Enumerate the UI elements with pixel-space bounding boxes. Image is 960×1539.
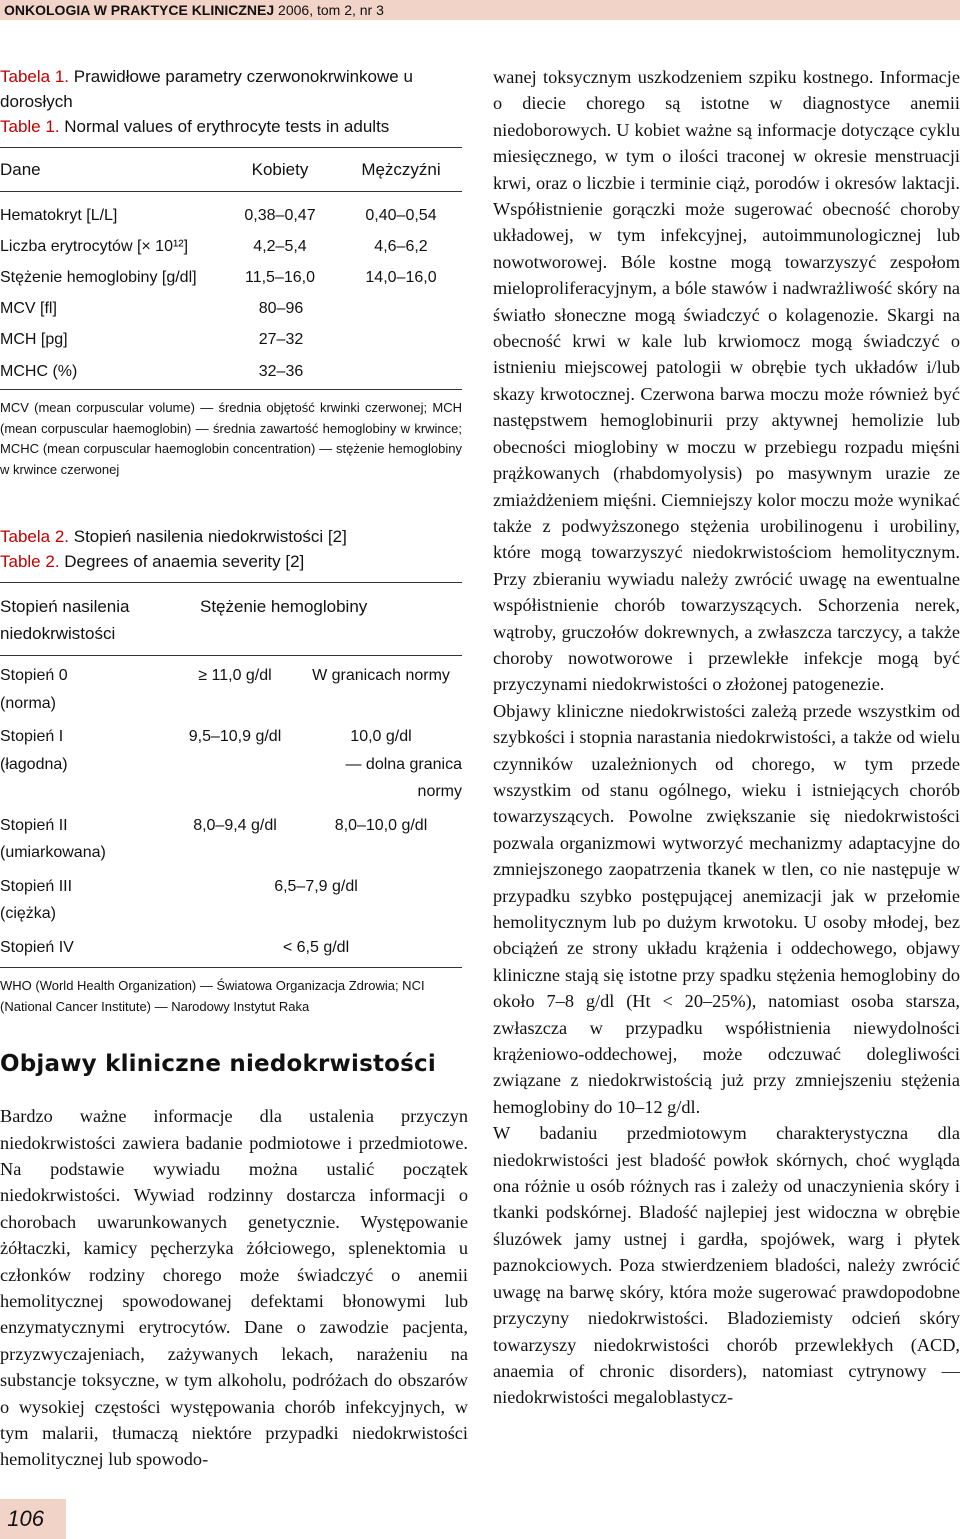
table1-label-en: Table 1. xyxy=(0,117,65,136)
table-cell: MCH [pg] xyxy=(0,331,68,349)
table-cell xyxy=(0,723,170,806)
table1-title-en: Normal values of erythrocyte tests in adults xyxy=(64,117,390,136)
table-row xyxy=(0,231,462,262)
table1-title-pl: Prawidłowe parametry czerwonokrwinkowe u dorosłych xyxy=(0,67,413,111)
table2-header-cell: Stężenie hemoglobiny xyxy=(200,597,368,617)
table1-header-row xyxy=(0,148,462,192)
table2-caption-pl xyxy=(0,524,468,549)
table2-footnote: WHO (World Health Organization) — Światowa Organizacja Zdrowia; NCI (National Cancer Institute) — Narodowy Instytut Raka xyxy=(0,978,425,1014)
table1-header-cell: Kobiety xyxy=(251,159,309,179)
table2-header-row xyxy=(0,583,462,656)
body-paragraph: W badaniu przedmiotowym charakterystyczna dla niedokrwistości jest bladość powłok skórnych, choć wygląda ona różnie u osób różnych ras i zależy od unaczynienia skóry i tkanki podskórnej. Bladość najlepiej jest widoczna w obrębie śluzówek jamy ustnej i gardła, spojówek, warg i płytek paznokciowych. Poza stwierdzeniem bladości, należy zwrócić uwagę na barwę skóry, która może sugerować prawdopodobne przyczyny niedokrwistości. Bladoziemisty odcień skóry towarzyszy niedokrwistości chorób przewlekłych (ACD, anaemia of chronic disorders), natomiast cytrynowy — niedokrwistości megaloblastycz- xyxy=(493,1123,960,1408)
table1 xyxy=(0,148,462,387)
table-cell xyxy=(0,812,170,867)
grade-label: Stopień 0 xyxy=(0,667,68,685)
table-cell: < 6,5 g/dl xyxy=(282,938,350,956)
table-cell: 9,5–10,9 g/dl xyxy=(188,728,282,746)
table-cell: Hematokryt [L/L] xyxy=(0,206,118,224)
table1-caption-en xyxy=(0,114,468,147)
table1-label-pl: Tabela 1. xyxy=(0,67,74,86)
left-column xyxy=(0,64,468,1473)
nci-value: 10,0 g/dl xyxy=(350,728,412,746)
table-row xyxy=(0,325,462,356)
table-cell: MCHC (%) xyxy=(0,362,78,380)
table2-label-pl: Tabela 2. xyxy=(0,527,74,547)
table1-caption-pl xyxy=(0,64,468,114)
journal-issue: 2006, tom 2, nr 3 xyxy=(274,2,384,18)
grade-label: Stopień III xyxy=(0,877,73,895)
table-cell xyxy=(0,934,170,962)
table2-title-pl: Stopień nasilenia niedokrwistości [2] xyxy=(73,527,347,547)
table-cell: Stężenie hemoglobiny [g/dl] xyxy=(0,268,197,286)
table-cell: 8,0–9,4 g/dl xyxy=(193,816,277,834)
page-number-text: 106 xyxy=(7,1506,44,1531)
journal-header xyxy=(4,1,384,19)
body-paragraph: Objawy kliniczne niedokrwistości zależą przede wszystkim od szybkości i stopnia narastania niedokrwistości, a także od wielu czynników uzależnionych od chorego, w tym przede wszystkim od stanu ogólnego, wieku i istniejących chorób towarzyszących. Powolne zwiększanie się niedokrwistości pozwala organizmowi wytworzyć mechanizmy adaptacyjne do zmniejszonego zaopatrzenia tkanek w tlen, co nie następuje w przypadku szybko postępującej anemizacji jak w przełomie hemolitycznym lub po dużym krwotoku. U osoby młodej, bez obciążeń ze strony układu krążenia i oddechowego, objawy kliniczne stają się istotne przy spadku stężenia hemoglobiny do około 7–8 g/dl (Ht < 20–25%), natomiast osoba starsza, zwłaszcza w przypadku współistnienia niewydolności krążeniowo-oddechowej, może odczuwać dolegliwości związane z niedokrwistością już przy zmniejszeniu stężenia hemoglobiny do 10–12 g/dl. xyxy=(493,700,960,1117)
table-cell: 80–96 xyxy=(258,300,304,318)
grade-sublabel: (ciężka) xyxy=(0,905,57,923)
table-row xyxy=(0,934,462,962)
nci-value-note: — dolna granica normy xyxy=(345,755,462,801)
table1-footnote: MCV (mean corpuscular volume) — średnia objętość krwinki czerwonej; MCH (mean corpuscular haemoglobin) — średnia zawartość hemoglobiny w krwince; MCHC (mean corpuscular haemoglobin concentration) — stężenie hemoglobiny w krwince czerwonej xyxy=(0,400,462,477)
table-row xyxy=(0,262,462,293)
page-number xyxy=(0,1499,66,1539)
spacer xyxy=(0,480,468,524)
body-paragraph: Bardzo ważne informacje dla ustalenia przyczyn niedokrwistości zawiera badanie podmiotowe i przedmiotowe. Na podstawie wywiadu można ustalić początek niedokrwistości. Wywiad rodzinny dostarcza informacji o chorobach uwarunkowanych genetycznie. Występowanie żółtaczki, kamicy pęcherzyka żółciowego, splenektomia u członków rodziny chorego może świadczyć o anemii hemolitycznej spowodowanej defektami błonowymi lub enzymatycznymi erytrocytów. Dane o zawodzie pacjenta, przyzwyczajeniach, zażywanych lekach, narażeniu na substancje toksyczne, w tym alkoholu, podróżach do obszarów o wysokiej częstości występowania chorób infekcyjnych, w tym malarii, tłumaczą niektóre przypadki niedokrwistości hemolitycznej lub spowodo- xyxy=(0,1106,468,1470)
table-cell xyxy=(0,873,170,928)
table2 xyxy=(0,583,462,961)
table-cell: 32–36 xyxy=(258,362,304,380)
table-cell xyxy=(300,723,462,806)
grade-label: Stopień II xyxy=(0,816,68,834)
body-paragraph: wanej toksycznym uszkodzeniem szpiku kostnego. Informacje o diecie chorego są istotne w diagnostyce anemii niedoborowych. U kobiet ważne są informacje dotyczące cyklu miesięcznego, w tym o ilości traconej w okresie menstruacji krwi, oraz o liczbie i terminie ciąż, porodów i okresów laktacji. Współistnienie gorączki może sugerować obecność choroby układowej, w tym infekcyjnej, autoimmunologicznej lub nowotworowej. Bóle kostne mogą towarzyszyć zespołom mieloproliferacyjnym, a bóle stawów i nadwrażliwość skóry na światło słoneczne mogą świadczyć o kolagenozie. Skargi na obecność krwi w kale lub krwiomocz mogą świadczyć o istnieniu miejscowej patologii w obrębie tych układów i/lub skazy krwotocznej. Czerwona barwa moczu może również być następstwem hemoglobinurii przy aktywnej hemolizie lub obecności mioglobiny w moczu w przebiegu rozpadu mięśni prążkowanych (rhabdomyolysis) po masywnym urazie ze zmiażdżeniem mięśni. Ciemniejszy kolor moczu może wynikać także z podwyższonego stężenia urobilinogenu i urobiliny, które mogą towarzyszyć niedokrwistościom hemolitycznym. Przy zbieraniu wywiadu należy zwrócić uwagę na ewentualne współistnienie chorób towarzyszących. Schorzenia nerek, wątroby, gruczołów dokrewnych, a zwłaszcza tarczycy, a także choroby nowotworowe i przewlekłe infekcje mogą być przyczynami niedokrwistości o złożonej patogenezie. xyxy=(493,67,960,695)
table-cell: W granicach normy xyxy=(312,667,450,685)
table-row xyxy=(0,662,462,717)
spacer xyxy=(0,192,462,201)
table-cell: 4,2–5,4 xyxy=(253,237,307,255)
section-title: Objawy kliniczne niedokrwistości xyxy=(0,1051,436,1078)
table2-header-cell: Stopień nasilenia niedokrwistości xyxy=(0,597,130,644)
grade-sublabel: (umiarkowana) xyxy=(0,844,106,862)
table-row xyxy=(0,873,462,928)
table-cell: 0,40–0,54 xyxy=(365,206,437,224)
table1-header-cell: Mężczyźni xyxy=(361,159,441,179)
table2-bottom-rule xyxy=(0,967,462,968)
table-cell: 8,0–10,0 g/dl xyxy=(334,816,428,834)
table2-title-en: Degrees of anaemia severity [2] xyxy=(64,552,305,572)
table-cell: Liczba erytrocytów [× 10¹²] xyxy=(0,237,189,255)
table-cell xyxy=(0,662,170,717)
table-cell: 11,5–16,0 xyxy=(245,268,315,286)
right-column xyxy=(493,64,960,1411)
table-cell: ≥ 11,0 g/dl xyxy=(198,667,272,685)
grade-sublabel: (łagodna) xyxy=(0,755,68,773)
table-row xyxy=(0,723,462,806)
table-cell: 6,5–7,9 g/dl xyxy=(274,877,358,895)
table-cell: 27–32 xyxy=(258,331,304,349)
table-cell: 14,0–16,0 xyxy=(365,268,437,286)
table1-header-cell: Dane xyxy=(0,159,41,179)
table-cell: 0,38–0,47 xyxy=(244,206,316,224)
table2-label-en: Table 2. xyxy=(0,552,65,572)
table-row xyxy=(0,294,462,325)
grade-sublabel: (norma) xyxy=(0,694,57,712)
table-row xyxy=(0,356,462,387)
table-cell: MCV [fl] xyxy=(0,300,57,318)
table2-caption-en xyxy=(0,549,468,582)
grade-label: Stopień I xyxy=(0,728,64,746)
grade-label: Stopień IV xyxy=(0,938,74,956)
journal-name: ONKOLOGIA W PRAKTYCE KLINICZNEJ xyxy=(4,2,275,18)
table1-bottom-rule xyxy=(0,389,462,390)
table-cell: 4,6–6,2 xyxy=(374,237,428,255)
table-row xyxy=(0,812,462,867)
table-row xyxy=(0,200,462,231)
